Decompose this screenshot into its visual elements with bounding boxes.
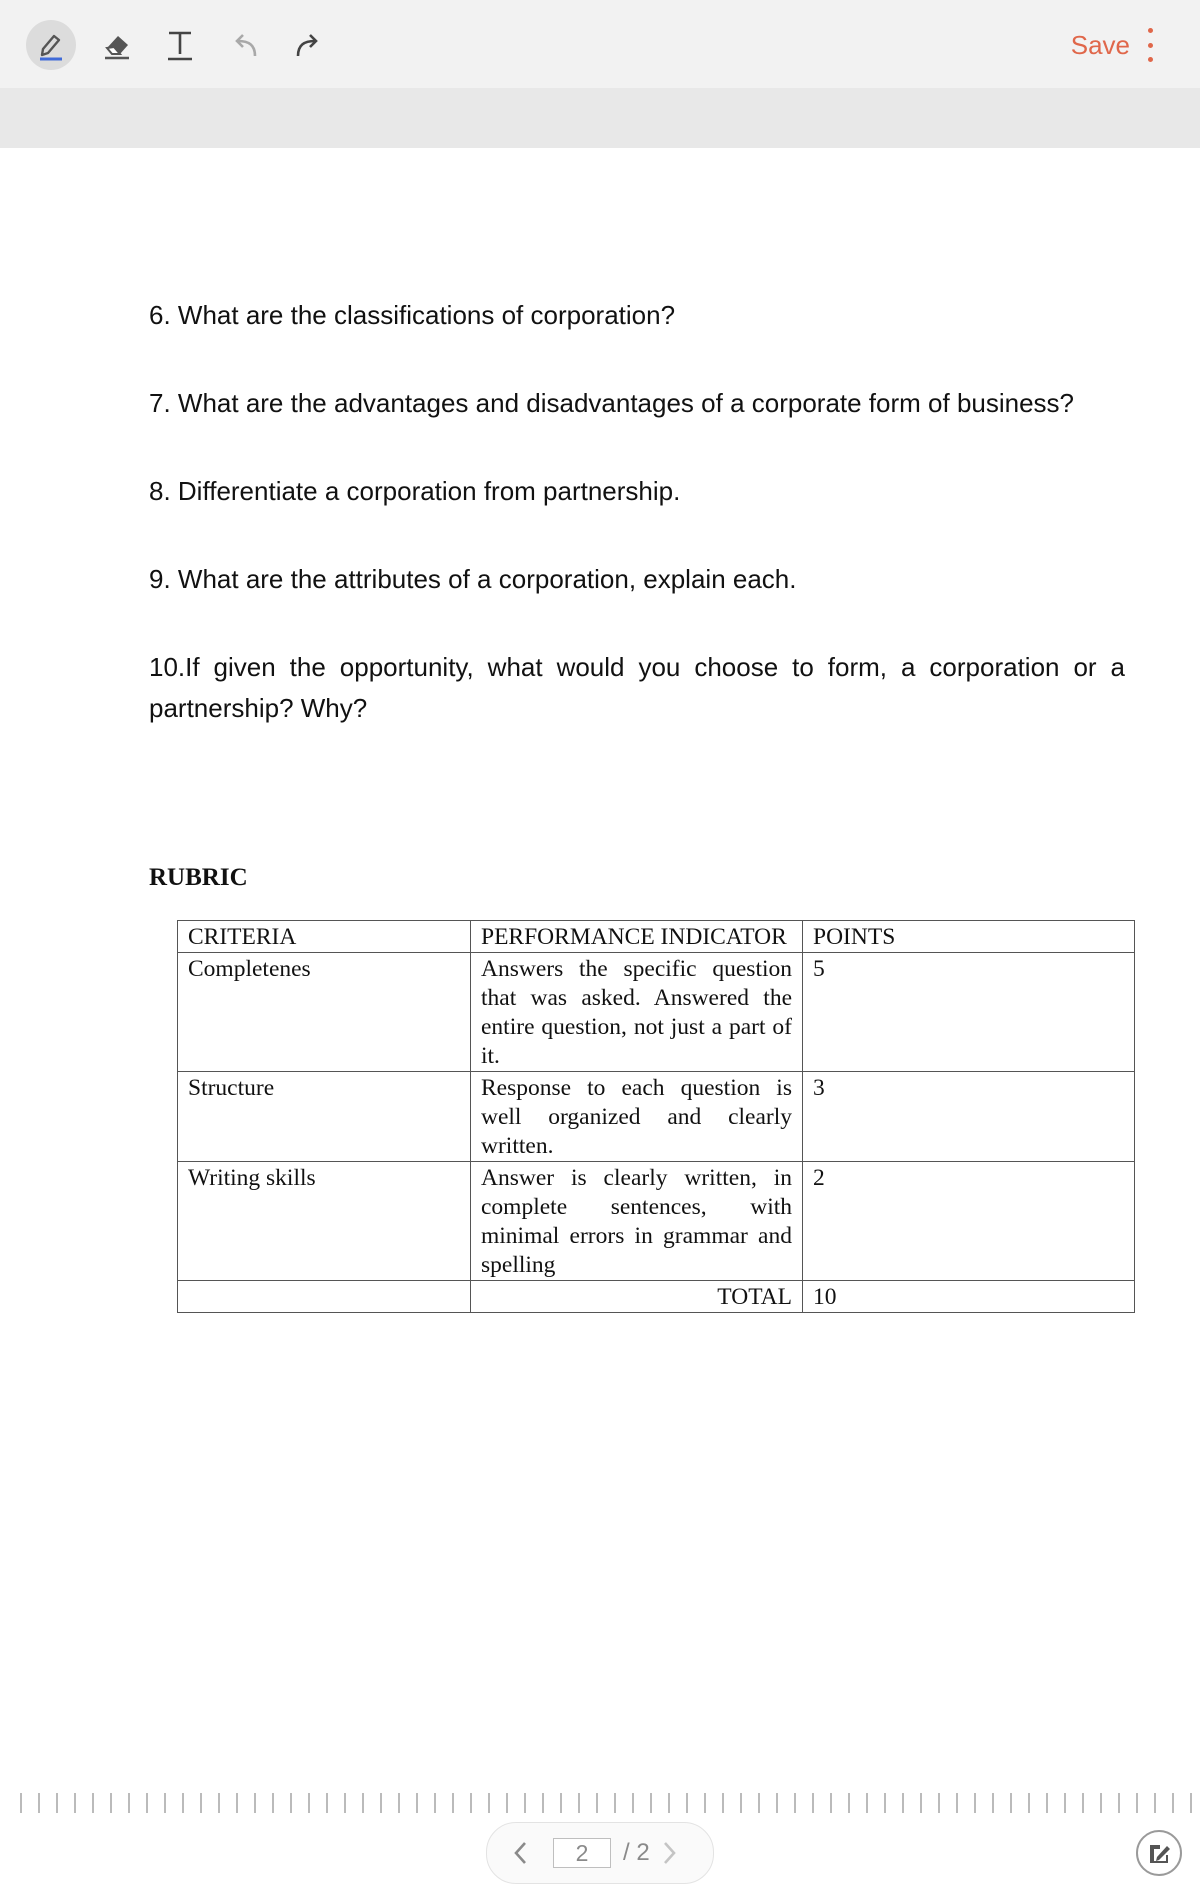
scrubber-tick xyxy=(380,1793,382,1813)
scrubber-tick xyxy=(38,1793,40,1813)
table-row xyxy=(178,953,1135,1072)
row-points: 3 xyxy=(803,1072,1135,1162)
scrubber-tick xyxy=(272,1793,274,1813)
scrubber-tick xyxy=(506,1793,508,1813)
scrubber-tick xyxy=(20,1793,22,1813)
row-criteria: Structure xyxy=(178,1072,471,1162)
scrubber-tick xyxy=(488,1793,490,1813)
scrubber-tick xyxy=(398,1793,400,1813)
scrubber-tick xyxy=(164,1793,166,1813)
total-empty-cell xyxy=(178,1281,471,1313)
scrubber-tick xyxy=(326,1793,328,1813)
scrubber-tick xyxy=(1028,1793,1030,1813)
scrubber-tick xyxy=(830,1793,832,1813)
scrubber-tick xyxy=(92,1793,94,1813)
scrubber-tick xyxy=(596,1793,598,1813)
question-10: 10.If given the opportunity, what would you choose to form, a corporation or a partnership? Why? xyxy=(149,652,1125,723)
scrubber-tick xyxy=(1100,1793,1102,1813)
scrubber-tick xyxy=(218,1793,220,1813)
redo-button[interactable] xyxy=(283,20,333,70)
table-row xyxy=(178,1072,1135,1162)
scrubber-tick xyxy=(1154,1793,1156,1813)
scrubber-tick xyxy=(74,1793,76,1813)
row-points: 2 xyxy=(803,1162,1135,1281)
scrubber-tick xyxy=(920,1793,922,1813)
header-performance-indicator: PERFORMANCE INDICATOR xyxy=(471,921,803,953)
question-6: 6. What are the classifications of corporation? xyxy=(149,300,676,330)
text-tool-button[interactable] xyxy=(155,20,205,70)
more-options-icon[interactable] xyxy=(1140,28,1160,62)
header-points: POINTS xyxy=(803,921,1135,953)
question-8: 8. Differentiate a corporation from partnership. xyxy=(149,476,681,506)
table-header-row xyxy=(178,921,1135,953)
scrubber-tick xyxy=(902,1793,904,1813)
page-total-label: / 2 xyxy=(623,1839,650,1866)
question-9: 9. What are the attributes of a corporation, explain each. xyxy=(149,564,797,594)
scrubber-tick xyxy=(254,1793,256,1813)
scrubber-tick xyxy=(1190,1793,1192,1813)
table-row xyxy=(178,1162,1135,1281)
page-number-input[interactable] xyxy=(553,1838,611,1868)
scrubber-tick xyxy=(542,1793,544,1813)
pen-icon xyxy=(36,28,66,62)
page-navigator xyxy=(486,1822,714,1884)
edit-pdf-icon xyxy=(1146,1840,1172,1866)
text-tool-icon xyxy=(165,28,195,62)
scrubber-tick xyxy=(1136,1793,1138,1813)
scrubber-tick xyxy=(686,1793,688,1813)
scrubber-tick xyxy=(524,1793,526,1813)
undo-icon xyxy=(230,31,260,59)
chevron-left-icon xyxy=(512,1840,530,1866)
scrubber-tick xyxy=(956,1793,958,1813)
scrubber-tick xyxy=(884,1793,886,1813)
scrubber-tick xyxy=(1010,1793,1012,1813)
header-criteria: CRITERIA xyxy=(178,921,471,953)
scrubber-tick xyxy=(56,1793,58,1813)
secondary-toolbar xyxy=(0,88,1200,148)
total-label: TOTAL xyxy=(471,1281,803,1313)
rubric-table xyxy=(177,920,1135,1313)
scrubber-tick xyxy=(992,1793,994,1813)
scrubber-tick xyxy=(146,1793,148,1813)
row-indicator: Answers the specific question that was asked. Answered the entire question, not just a part of it. xyxy=(471,953,803,1072)
scrubber-tick xyxy=(632,1793,634,1813)
scrubber-tick xyxy=(794,1793,796,1813)
eraser-tool-button[interactable] xyxy=(92,20,142,70)
scrubber-tick xyxy=(452,1793,454,1813)
row-points: 5 xyxy=(803,953,1135,1072)
scrubber-tick xyxy=(236,1793,238,1813)
next-page-button[interactable] xyxy=(654,1833,684,1873)
scrubber-tick xyxy=(1172,1793,1174,1813)
scrubber-tick xyxy=(614,1793,616,1813)
scrubber-tick xyxy=(812,1793,814,1813)
scrubber-tick xyxy=(128,1793,130,1813)
row-indicator: Answer is clearly written, in complete sentences, with minimal errors in grammar and spelling xyxy=(471,1162,803,1281)
row-indicator: Response to each question is well organized and clearly written. xyxy=(471,1072,803,1162)
top-toolbar xyxy=(0,0,1200,88)
previous-page-button[interactable] xyxy=(501,1833,541,1873)
scrubber-tick xyxy=(1046,1793,1048,1813)
total-points: 10 xyxy=(803,1281,1135,1313)
row-criteria: Completenes xyxy=(178,953,471,1072)
scrubber-tick xyxy=(1118,1793,1120,1813)
scrubber-tick xyxy=(668,1793,670,1813)
scrubber-tick xyxy=(776,1793,778,1813)
scrubber-tick xyxy=(578,1793,580,1813)
scrubber-tick xyxy=(470,1793,472,1813)
row-criteria: Writing skills xyxy=(178,1162,471,1281)
scrubber-tick xyxy=(974,1793,976,1813)
scrubber-tick xyxy=(110,1793,112,1813)
eraser-icon xyxy=(101,29,133,61)
scrubber-tick xyxy=(416,1793,418,1813)
scrubber-tick xyxy=(344,1793,346,1813)
rubric-title: RUBRIC xyxy=(149,864,248,891)
scrubber-tick xyxy=(1082,1793,1084,1813)
scrubber-tick xyxy=(200,1793,202,1813)
redo-icon xyxy=(293,31,323,59)
scrubber-tick xyxy=(308,1793,310,1813)
scrubber-tick xyxy=(938,1793,940,1813)
scrubber-tick xyxy=(740,1793,742,1813)
scrubber-tick xyxy=(1064,1793,1066,1813)
undo-button[interactable] xyxy=(220,20,270,70)
scrubber-tick xyxy=(434,1793,436,1813)
save-button[interactable]: Save xyxy=(1071,26,1130,64)
pen-tool-button[interactable] xyxy=(26,20,76,70)
chevron-right-icon xyxy=(660,1840,678,1866)
scrubber-tick xyxy=(848,1793,850,1813)
scrubber-tick xyxy=(362,1793,364,1813)
scrubber-tick xyxy=(650,1793,652,1813)
scrubber-tick xyxy=(182,1793,184,1813)
scrubber-tick xyxy=(290,1793,292,1813)
scrubber-tick xyxy=(866,1793,868,1813)
scrubber-tick xyxy=(722,1793,724,1813)
edit-pdf-button[interactable] xyxy=(1136,1830,1182,1876)
total-row xyxy=(178,1281,1135,1313)
question-7: 7. What are the advantages and disadvantages of a corporate form of business? xyxy=(149,388,1075,418)
page-scrubber[interactable] xyxy=(0,1793,1200,1815)
scrubber-tick xyxy=(704,1793,706,1813)
scrubber-tick xyxy=(560,1793,562,1813)
scrubber-tick xyxy=(758,1793,760,1813)
